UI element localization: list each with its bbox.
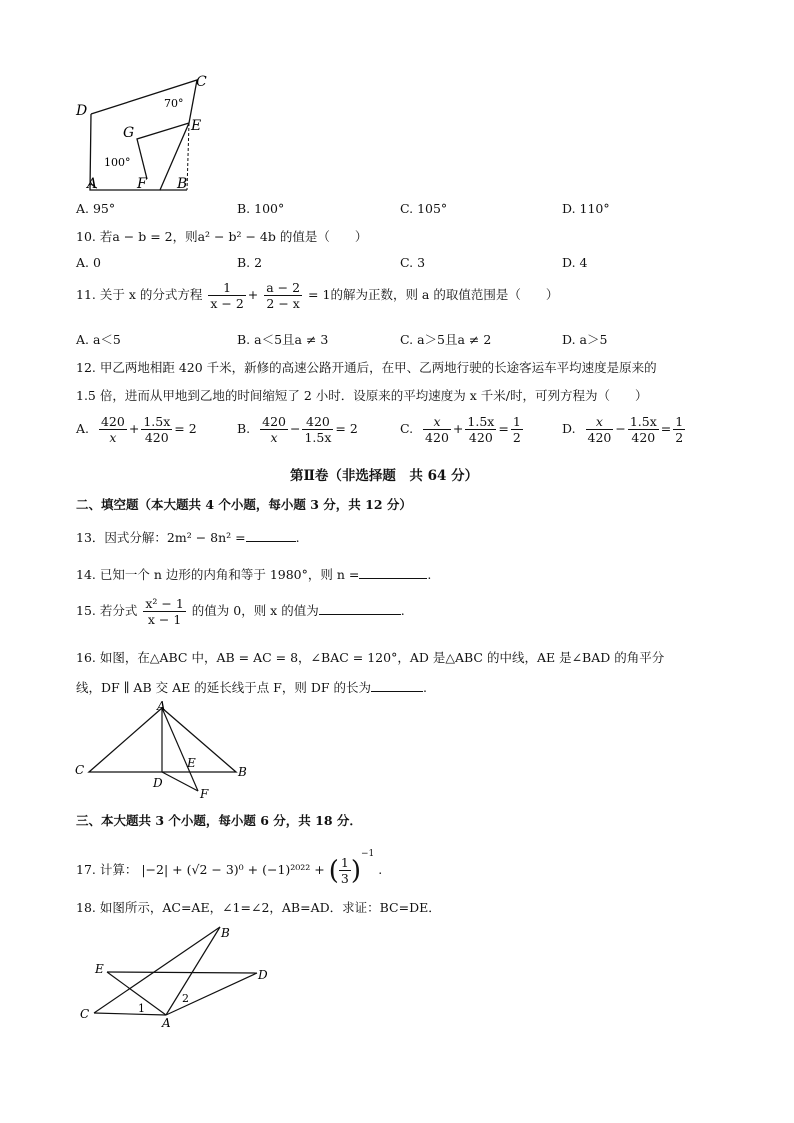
segment-ad	[166, 973, 257, 1015]
q12-c-rhs: =	[498, 421, 509, 436]
fig16-label-E: E	[187, 756, 196, 770]
q16-answer-blank[interactable]	[371, 679, 423, 692]
fig16-label-D: D	[153, 776, 163, 790]
q11-option-d: D. a＞5	[562, 332, 608, 347]
q12-c-d1: 420	[425, 430, 449, 445]
q14-question	[76, 565, 431, 583]
q12-d-rhs: =	[660, 421, 672, 436]
q12-c-n1: x	[423, 414, 451, 430]
q12-d-d3: 2	[675, 430, 684, 445]
q12-option-d	[562, 414, 687, 445]
q12-line-1: 12. 甲乙两地相距 420 千米，新修的高速公路开通后，在甲、乙两地行驶的长途客运车平均速度是原来的	[76, 360, 657, 375]
q11-frac2-num: a − 2	[266, 280, 301, 295]
label-C: C	[196, 74, 207, 90]
q12-c-op: +	[452, 421, 464, 436]
q11-option-b: B. a＜5且a ≠ 3	[237, 332, 329, 347]
fig16-label-C: C	[75, 763, 85, 777]
q12-c-label: C.	[400, 421, 414, 436]
q10-option-d: D. 4	[562, 255, 588, 270]
q12-c-d3: 2	[512, 430, 521, 445]
q12-b-d2: 1.5x	[304, 430, 332, 445]
fig16-label-A: A	[157, 699, 166, 713]
q12-b-label: B.	[237, 421, 251, 436]
q9-option-d: D. 110°	[562, 201, 610, 216]
q13-end: .	[295, 530, 300, 545]
q17-power: −1	[361, 849, 375, 859]
q12-d-n2: 1.5x	[629, 414, 657, 429]
label-D: D	[76, 103, 88, 119]
q17-frac-num: 1	[340, 855, 349, 870]
q16-line-2	[76, 678, 427, 696]
q12-c-d2: 420	[468, 430, 493, 445]
q12-option-c	[400, 414, 525, 445]
angle-c-label: 70°	[164, 97, 184, 110]
q12-option-b	[237, 414, 358, 445]
q11-question: 11. 关于 x 的分式方程 $\frac{1}{x - 2}$ + $\frac{a - 2}{2 - x}$ = 1的解为正数，则 a 的取值范围是（ ）	[76, 280, 559, 311]
q12-a-d2: 420	[144, 430, 169, 445]
q17-end: .	[378, 862, 383, 877]
q17-expression: |−2| + (√2 − 3)⁰ + (−1)²⁰²² +	[141, 862, 325, 877]
label-G: G	[123, 125, 135, 141]
q12-d-d1: 420	[587, 430, 612, 445]
fig18-label-E: E	[95, 962, 104, 976]
q11-prefix: 11. 关于 x 的分式方程	[76, 287, 203, 302]
q14-end: .	[427, 567, 432, 582]
q15-end: .	[400, 603, 405, 618]
q12-a-n2: 1.5x	[143, 414, 171, 429]
dashed-fold	[187, 123, 189, 190]
label-F: F	[137, 176, 147, 192]
angle-a-label: 100°	[104, 156, 131, 169]
q15-prefix: 15. 若分式	[76, 603, 138, 618]
segment-ea	[107, 972, 166, 1015]
q12-d-n1: x	[586, 414, 614, 430]
congruent-triangles-figure	[72, 920, 282, 1032]
q16-end: .	[423, 680, 427, 695]
q12-b-n2: 420	[302, 414, 333, 430]
q12-a-rhs: = 2	[174, 421, 197, 436]
q11-fraction-1	[208, 280, 245, 311]
label-A: A	[87, 176, 98, 192]
q14-text: 14. 已知一个 n 边形的内角和等于 1980°，则 n =	[76, 567, 360, 582]
q12-a-d1: x	[109, 430, 117, 445]
q16-line2-text: 线，DF ∥ AB 交 AE 的延长线于点 F，则 DF 的长为	[76, 680, 371, 695]
fig18-label-C: C	[80, 1007, 90, 1021]
triangle-abc-figure	[70, 698, 260, 802]
q11-frac1-num: 1	[208, 280, 245, 296]
q14-answer-blank[interactable]	[359, 566, 427, 579]
part2-title: 第Ⅱ卷（非选择题 共 64 分）	[290, 468, 479, 484]
segment-df	[162, 772, 198, 791]
segment-ed	[107, 972, 257, 973]
q12-b-n1: 420	[262, 414, 286, 429]
q12-c-n2: 1.5x	[467, 414, 495, 429]
q12-c-n3: 1	[512, 414, 521, 429]
q17-prefix: 17. 计算：	[76, 862, 138, 877]
fig18-label-B: B	[221, 926, 230, 940]
label-B: B	[177, 176, 188, 192]
fig16-label-B: B	[238, 765, 247, 779]
q13-answer-blank[interactable]	[246, 529, 296, 542]
bisector-af	[162, 708, 198, 791]
q11-suffix: = 1的解为正数，则 a 的取值范围是（ ）	[308, 287, 559, 302]
q12-a-label: A.	[76, 421, 90, 436]
q17-frac-den: 3	[340, 871, 349, 886]
q12-b-rhs: = 2	[335, 421, 358, 436]
q12-line-2: 1.5 倍，进而从甲地到乙地的时间缩短了 2 小时．设原来的平均速度为 x 千米/时，可列方程为（ ）	[76, 388, 648, 403]
q12-d-n3: 1	[675, 414, 684, 429]
fig18-label-D: D	[258, 968, 268, 982]
segment-cb	[94, 927, 220, 1013]
fig18-angle-1: 1	[138, 1002, 145, 1015]
section3-heading: 三、本大题共 3 个小题，每小题 6 分，共 18 分．	[76, 813, 362, 828]
label-E: E	[191, 118, 202, 134]
q11-fraction-2	[264, 280, 302, 311]
q9-option-a: A. 95°	[76, 201, 116, 216]
q15-den: x − 1	[147, 612, 182, 627]
q11-frac1-den: x − 2	[210, 296, 244, 311]
q12-a-n1: 420	[100, 414, 125, 429]
segment-ab	[166, 927, 220, 1015]
q12-d-op: −	[615, 421, 626, 436]
q9-option-b: B. 100°	[237, 201, 285, 216]
segment-ca	[94, 1013, 166, 1015]
q12-b-d1: x	[270, 430, 278, 445]
q10-option-b: B. 2	[237, 255, 263, 270]
q13-question	[76, 528, 300, 546]
q15-question	[76, 596, 405, 627]
q11-frac2-den: 2 − x	[266, 296, 300, 311]
q11-option-a: A. a＜5	[76, 332, 121, 347]
q10-question: 10. 若a − b = 2，则a² − b² − 4b 的值是（ ）	[76, 229, 368, 244]
q11-option-c: C. a＞5且a ≠ 2	[400, 332, 492, 347]
q9-option-c: C. 105°	[400, 201, 448, 216]
q10-option-a: A. 0	[76, 255, 101, 270]
q15-suffix: 的值为 0，则 x 的值为	[191, 603, 319, 618]
q12-option-a	[76, 414, 197, 445]
fig18-label-A: A	[162, 1016, 171, 1030]
q12-d-label: D.	[562, 421, 576, 436]
q12-b-op: −	[289, 421, 301, 436]
q13-text: 13．因式分解：2m² − 8n² =	[76, 530, 246, 545]
quadrilateral-figure	[70, 70, 220, 195]
q15-answer-blank[interactable]	[319, 602, 401, 615]
q12-a-op: +	[128, 421, 140, 436]
q12-d-d2: 420	[631, 430, 656, 445]
section2-heading: 二、填空题（本大题共 4 个小题，每小题 3 分，共 12 分）	[76, 497, 412, 512]
fig18-angle-2: 2	[182, 992, 189, 1005]
q10-option-c: C. 3	[400, 255, 426, 270]
q18-question: 18. 如图所示，AC=AE，∠1=∠2，AB=AD．求证：BC=DE．	[76, 900, 441, 915]
fig16-label-F: F	[200, 787, 209, 801]
fold-edge	[137, 123, 189, 179]
q15-num: x² − 1	[145, 596, 184, 611]
q17-question: 17. 计算： |−2| + (√2 − 3)⁰ + (−1)²⁰²² + ( $\frac{1}{3}$ )$^{-1}$ .	[76, 849, 383, 886]
q16-line-1: 16. 如图，在△ABC 中，AB = AC = 8，∠BAC = 120°，AD 是△ABC 的中线，AE 是∠BAD 的角平分	[76, 650, 665, 665]
